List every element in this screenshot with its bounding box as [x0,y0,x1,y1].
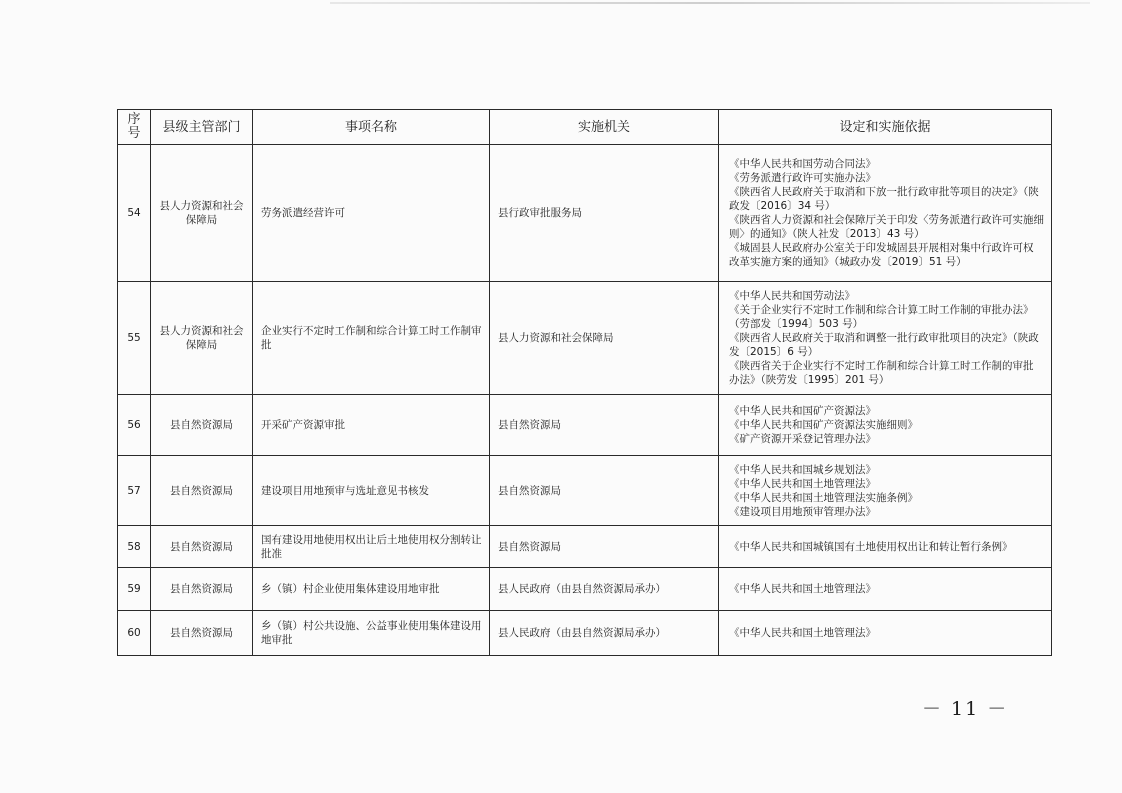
row-dept: 县自然资源局 [151,611,253,656]
row-item: 国有建设用地使用权出让后土地使用权分割转让批准 [253,526,490,568]
row-number: 57 [118,456,151,526]
row-item: 劳务派遣经营许可 [253,145,490,282]
row-basis [719,145,1052,282]
basis-line: 《中华人民共和国矿产资源法》 [729,405,876,417]
basis-line: 《城固县人民政府办公室关于印发城固县开展相对集中行政许可权 [729,242,1034,254]
header-seq [118,110,151,145]
basis-line: 《中华人民共和国土地管理法》 [729,477,876,490]
basis-line: 《陕西省人力资源和社会保障厅关于印发〈劳务派遣行政许可实施细 [729,214,1044,226]
page-number: － 11 － [922,698,1009,720]
basis-line: 《陕西省人民政府关于取消和调整一批行政审批项目的决定》（陕政 [729,332,1039,344]
row-dept: 县人力资源和社会保障局 [151,282,253,395]
basis-line: 《陕西省关于企业实行不定时工作制和综合计算工时工作制的审批 [729,360,1034,372]
basis-line: 办法》（陕劳发〔1995〕201 号） [729,374,890,386]
basis-line: 则〉的通知》（陕人社发〔2013〕43 号） [729,228,925,240]
row-dept: 县自然资源局 [151,456,253,526]
row-basis [719,526,1052,568]
table-row [118,568,1052,611]
table-row [118,456,1052,526]
row-item: 乡（镇）村公共设施、公益事业使用集体建设用地审批 [253,611,490,656]
row-org: 县自然资源局 [490,456,719,526]
basis-line: 《建设项目用地预审管理办法》 [729,505,876,518]
table-header-row [118,110,1052,145]
row-number: 60 [118,611,151,656]
row-org: 县自然资源局 [490,526,719,568]
row-basis [719,568,1052,611]
basis-line: 《矿产资源开采登记管理办法》 [729,433,876,445]
basis-line: 《中华人民共和国土地管理法实施条例》 [729,491,918,504]
basis-line: 《中华人民共和国土地管理法》 [729,583,876,595]
row-org: 县人民政府（由县自然资源局承办） [490,611,719,656]
row-basis [719,282,1052,395]
basis-line: 《关于企业实行不定时工作制和综合计算工时工作制的审批办法》 [729,304,1034,316]
row-basis [719,611,1052,656]
table-row [118,145,1052,282]
row-org: 县行政审批服务局 [490,145,719,282]
row-item: 建设项目用地预审与选址意见书核发 [253,456,490,526]
header-org: 实施机关 [490,110,719,145]
approval-items-table [117,109,1052,656]
basis-line: 政发〔2016〕34 号） [729,200,836,212]
row-number: 55 [118,282,151,395]
row-org: 县人民政府（由县自然资源局承办） [490,568,719,611]
header-seq-line-1: 序 [127,112,141,127]
row-dept: 县人力资源和社会保障局 [151,145,253,282]
basis-line: 《中华人民共和国城镇国有土地使用权出让和转让暂行条例》 [729,540,1013,553]
row-org: 县人力资源和社会保障局 [490,282,719,395]
basis-line: 《中华人民共和国矿产资源法实施细则》 [729,419,918,431]
basis-line: 《劳务派遣行政许可实施办法》 [729,172,876,184]
row-basis [719,395,1052,456]
row-number: 59 [118,568,151,611]
row-dept: 县自然资源局 [151,395,253,456]
row-item: 乡（镇）村企业使用集体建设用地审批 [253,568,490,611]
basis-line: 《中华人民共和国土地管理法》 [729,627,876,639]
header-item: 事项名称 [253,110,490,145]
row-dept: 县自然资源局 [151,526,253,568]
header-dept: 县级主管部门 [151,110,253,145]
basis-line: 改革实施方案的通知》（城政办发〔2019〕51 号） [729,256,967,268]
basis-line: （劳部发〔1994〕503 号） [729,318,864,330]
row-number: 58 [118,526,151,568]
table-row [118,282,1052,395]
header-seq-line-2: 号 [127,126,141,141]
scan-edge-mark [330,2,1090,4]
basis-line: 发〔2015〕6 号） [729,346,819,358]
basis-line: 《陕西省人民政府关于取消和下放一批行政审批等项目的决定》（陕 [729,186,1039,198]
row-item: 开采矿产资源审批 [253,395,490,456]
header-basis: 设定和实施依据 [719,110,1052,145]
table-row [118,526,1052,568]
row-number: 54 [118,145,151,282]
basis-line: 《中华人民共和国城乡规划法》 [729,463,876,476]
row-dept: 县自然资源局 [151,568,253,611]
basis-line: 《中华人民共和国劳动法》 [729,290,855,302]
basis-line: 《中华人民共和国劳动合同法》 [729,158,876,170]
table-row [118,611,1052,656]
row-item: 企业实行不定时工作制和综合计算工时工作制审批 [253,282,490,395]
row-number: 56 [118,395,151,456]
table-row [118,395,1052,456]
row-basis [719,456,1052,526]
row-org: 县自然资源局 [490,395,719,456]
